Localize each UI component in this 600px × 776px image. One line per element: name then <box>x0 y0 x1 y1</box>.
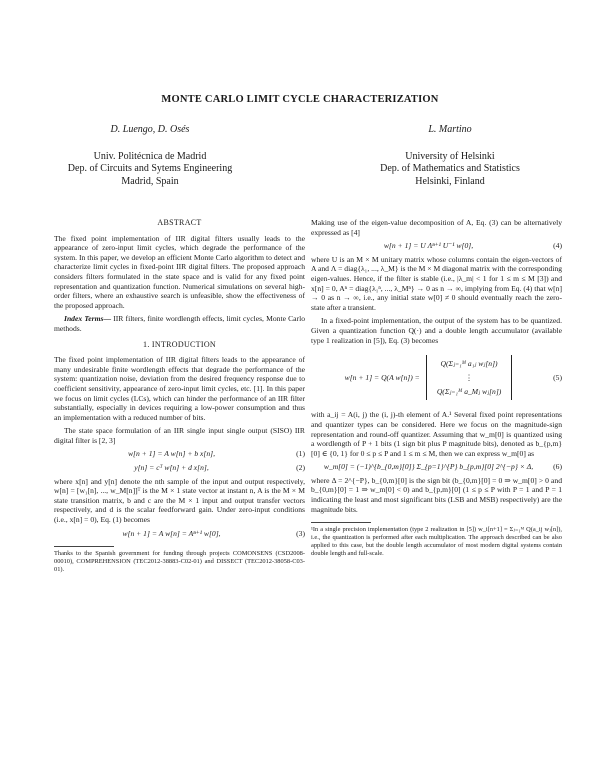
affiliation-line: Univ. Politécnica de Madrid <box>93 150 207 162</box>
author-names: L. Martino <box>428 124 472 135</box>
index-terms-label: Index Terms— <box>64 314 112 324</box>
affiliation-line: Madrid, Spain <box>121 175 179 187</box>
body-paragraph: with a_ij = A(i, j) the (i, j)-th element of A.¹ Several fixed point representations and quantizer types can be considered. Here we focus on the magnitude-sign representation and round-off quantizer. Assuming that w_m[0] is quantized using a wordlength of P + 1 bits (1 sign bit plus P magnitude bits), denoted as b_{p,m}[0] ∈ {0, 1} for 0 ≤ p ≤ P and 1 ≤ m ≤ M, then we can express w_m[0] as <box>311 410 562 458</box>
abstract-heading: ABSTRACT <box>157 218 202 227</box>
equation-5-lhs: w[n + 1] = Q(A w[n]) = <box>344 372 420 382</box>
intro-heading: 1. INTRODUCTION <box>143 339 216 349</box>
affiliation-line: Dep. of Mathematics and Statistics <box>380 163 520 174</box>
equation-5-matrix <box>311 355 546 400</box>
affiliation-line: Helsinki, Finland <box>415 175 485 187</box>
intro-paragraph: The fixed point implementation of IIR digital filters leads to the appearance of many undesirable finite wordlength effects that degrade the performance of the system: quantization noise, deviation from the desired frequency response due to coefficient sensitivity, appearance of zero-input limit cycles, etc. [1]. In this paper we focus on limit cycles (LCs), which can hinder the performance of an IIR filter substantially, especially in devices requiring a low-power consumption and thus an implementation with a reduced number of bits. <box>54 355 305 422</box>
equation-6 <box>311 462 562 472</box>
author-block-right <box>300 124 600 188</box>
equation-number: (4) <box>553 241 562 251</box>
intro-paragraph: The state space formulation of an IIR single input single output (SISO) IIR digital filter is [2, 3] <box>54 426 305 445</box>
equation-number: (1) <box>296 449 305 459</box>
intro-paragraph: where x[n] and y[n] denote the nth sample of the input and output respectively, w[n] = [w₁[n], ..., w_M[n]]ᵀ is the M × 1 state vector at instant n, A is the M × M state transition matrix, b and c are the M × 1 input and output transfer vectors respectively, and d is the scalar feedforward gain. Under zero-input conditions (i.e., x[n] = 0), Eq. (1) becomes <box>54 476 305 525</box>
vector-vdots: ⋮ <box>465 372 473 382</box>
equation-4 <box>311 241 562 251</box>
left-column <box>54 218 305 574</box>
equation-body <box>311 349 546 406</box>
index-terms <box>54 314 305 333</box>
equation-1 <box>54 449 305 459</box>
affiliation-line: University of Helsinki <box>405 150 495 162</box>
equation-number: (2) <box>296 463 305 473</box>
equation-number: (5) <box>553 372 562 382</box>
footnote-divider <box>311 522 371 523</box>
right-column <box>311 218 562 557</box>
body-paragraph: where U is an M × M unitary matrix whose columns contain the eigen-vectors of A and Λ = diag{λ₁, ..., λ_M} is the M × M diagonal matrix with the corresponding eigen-values. Hence, if the filter is stable (i.e., |λ_m| < 1 for 1 ≤ m ≤ M [3]) and x[n] = 0, Aⁿ = diag{λ₁ⁿ, ..., λ_Mⁿ} → 0 as n → ∞, implying from Eq. (4) that w[n] → 0 as n → ∞, i.e., any initial state w[0] ≠ 0 should eventually reach the zero-state after a transient. <box>311 254 562 312</box>
author-block-left <box>0 124 300 188</box>
vector-row: Q(Σⱼ₌₁ᴹ a_Mⱼ wⱼ[n]) <box>436 386 502 396</box>
author-names: D. Luengo, D. Osés <box>110 124 190 135</box>
paper-title: MONTE CARLO LIMIT CYCLE CHARACTERIZATION <box>161 94 439 105</box>
footnote-divider <box>54 546 114 547</box>
affiliation-line: Dep. of Circuits and Sytems Engineering <box>67 163 233 174</box>
equation-number: (6) <box>553 462 562 472</box>
equation-number: (3) <box>296 528 305 538</box>
equation-body: y[n] = cᵀ w[n] + d x[n], <box>134 463 209 473</box>
equation-3 <box>54 529 305 539</box>
funding-footnote: Thanks to the Spanish government for funding through projects COMONSENS (CSD2008-00010), COMPREHENSION (TEC2012-38883-C02-01) and DISSECT (TEC2012-38058-C03-01). <box>54 550 305 573</box>
index-terms-text: IIR filters, finite wordlength effects, limit cycles, Monte Carlo methods. <box>54 314 305 333</box>
equation-5-vector <box>426 355 513 400</box>
body-paragraph: where Δ = 2^{−P}, b_{0,m}[0] is the sign bit (b_{0,m}[0] = 0 ⇒ w_m[0] > 0 and b_{0,m}[0] = 1 ⇒ w_m[0] < 0) and b_{p,m}[0] (1 ≤ p ≤ P with P = 1 and P = 1 indicating the least and most significant bits (LSB and MSB) respectively) are the magnitude bits. <box>311 475 562 514</box>
equation-body: w[n + 1] = U Λⁿ⁺¹ U⁻¹ w[0], <box>383 241 474 251</box>
body-paragraph: Making use of the eigen-value decomposition of A, Eq. (3) can be alternatively expressed as [4] <box>311 218 562 237</box>
abstract-text: The fixed point implementation of IIR digital filters usually leads to the appearance of zero-input limit cycles, which degrade the performance of the system. In this paper, we develop an efficient Monte Carlo algorithm to detect and characterize limit cycles in fixed-point IIR digital filters. The proposed approach considers filters formulated in the state space and is valid for any fixed point representation and quantization function. Numerical simulations on several high-order filters, where an exhaustive search is unfeasible, show the effectiveness of the proposed approach. <box>54 233 305 310</box>
equation-2 <box>54 463 305 473</box>
equation-body: w[n + 1] = A w[n] + b x[n], <box>127 449 216 459</box>
equation-5 <box>311 349 562 406</box>
vector-row: Q(Σⱼ₌₁ᴹ a₁ⱼ wⱼ[n]) <box>440 359 498 369</box>
footnote-1: ¹In a single precision implementation (type 2 realization in [5]) w_i[n+1] = Σⱼ₌₁ᴹ Q(a_ij wⱼ[n]), i.e., the quantization is performed after each multiplication. The approach described can be also applied to this case, but the double length accumulator of most modern digital systems contain double length and full-scale. <box>311 526 562 557</box>
equation-body: w_m[0] = (−1)^{b_{0,m}[0]} Σ_{p=1}^{P} b_{p,m}[0] 2^{−p} × Δ, <box>323 462 534 472</box>
equation-body: w[n + 1] = A w[n] = Aⁿ⁺¹ w[0], <box>122 528 221 538</box>
body-paragraph: In a fixed-point implementation, the output of the system has to be quantized. Given a quantization function Q(·) and a double length accumulator (available type 1 realization in [5]), Eq. (3) becomes <box>311 316 562 345</box>
